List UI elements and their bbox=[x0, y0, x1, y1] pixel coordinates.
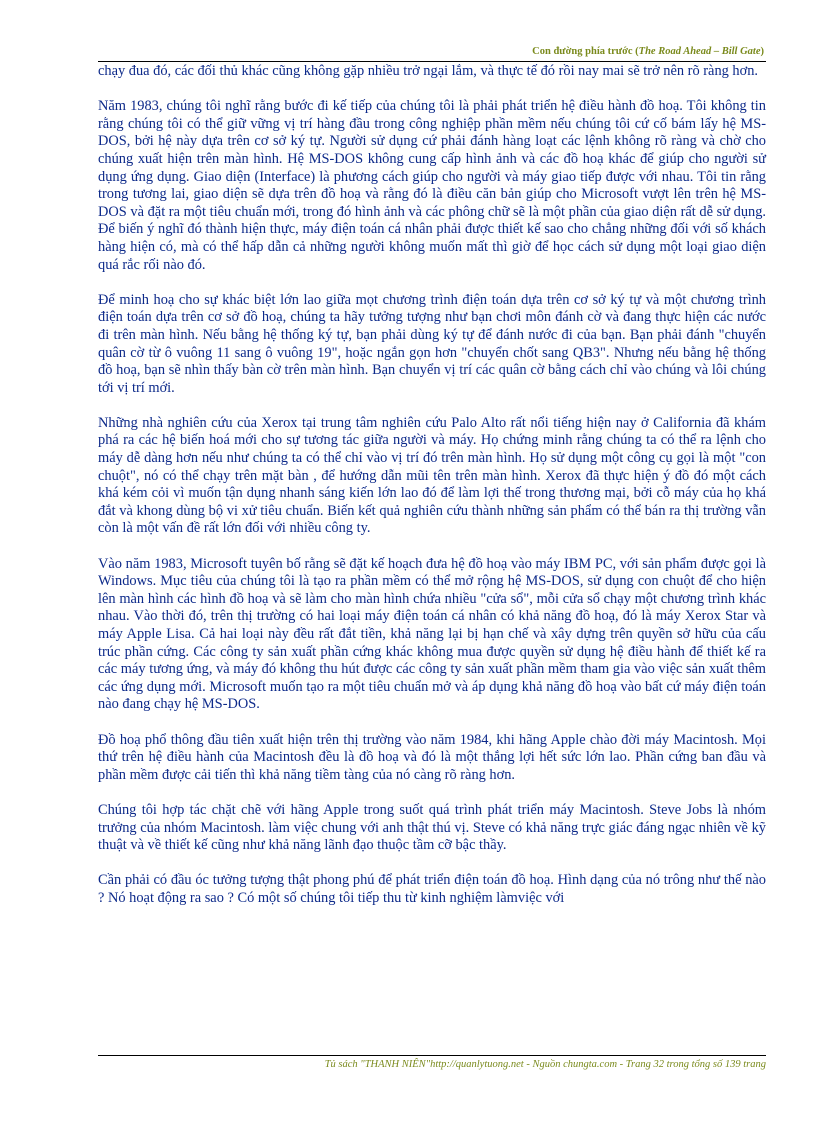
paragraph: Đồ hoạ phổ thông đầu tiên xuất hiện trên thị trường vào năm 1984, khi hãng Apple chào đời máy Macintosh. Mọi thứ trên hệ điều hành của Macintosh đều là đồ hoạ và đó là một thắng lợi hết sức lớn lao. Phần cứng ban đầu và phần mềm được cải tiến thì khả năng tiềm tàng của nó càng rõ ràng hơn. bbox=[98, 731, 766, 783]
header-title-vi: Con đường phía trước ( bbox=[532, 46, 639, 57]
paragraph: Chúng tôi hợp tác chặt chẽ với hãng Apple trong suốt quá trình phát triển máy Macintosh. Steve Jobs là nhóm trưởng của nhóm Macintosh. làm việc chung với anh thật thú vị. Steve có khả năng trực giác đáng ngạc nhiên về kỹ thuật và về thiết kế cũng như khả năng lãnh đạo thuộc tầm cỡ bậc thầy. bbox=[98, 801, 766, 854]
header-title-close: ) bbox=[760, 46, 764, 57]
paragraph: Những nhà nghiên cứu của Xerox tại trung tâm nghiên cứu Palo Alto rất nổi tiếng hiện nay ở California đã khám phá ra các hệ biến hoá mới cho sự tương tác giữa người và máy. Họ chứng minh rằng chúng ta có thể ra lệnh cho máy dễ dàng hơn nếu như chúng ta có thể chỉ vào vị trí đó trên màn hình. Họ sử dụng một công cụ gọi là một "con chuột", nó có thể chạy trên mặt bàn , để hướng dẫn mũi tên trên màn hình. Xerox đã thực hiện ý đồ đó một cách khá kém cỏi vì muốn tận dụng nhanh sáng kiến lớn lao đó để làm lợi thế trong thương mại, bởi cỗ máy của họ khá đắt và khong dùng bộ vi xử tiêu chuẩn. Biến kết quả nghiên cứu thành những sản phẩm có thể bán ra thị trường vẫn còn là một vấn đề rất lớn đối với nhiều công ty. bbox=[98, 414, 766, 537]
paragraph: Để minh hoạ cho sự khác biệt lớn lao giữa mọt chương trình điện toán dựa trên cơ sở ký tự và một chương trình điện toán dựa trên cơ sở đồ hoạ, chúng ta hãy tưởng tượng như bạn chơi môn đánh cờ và đang thực hiện các nước đi trên màn hình. Nếu bằng hệ thống ký tự, bạn phải dùng ký tự để đánh nước đi của bạn. Bạn phải đánh "chuyển quân cờ từ ô vuông 11 sang ô vuông 19", hoặc ngắn gọn hơn "chuyển chốt sang QB3". Nhưng nếu bằng hệ thống đồ hoạ, bạn sẽ nhìn thấy bàn cờ trên màn hình. Bạn chuyển vị trí các quân cờ bằng cách chỉ vào chúng và lôi chúng tới vị trí mới. bbox=[98, 291, 766, 396]
footer-rule bbox=[98, 1055, 766, 1056]
paragraph: chạy đua đó, các đối thủ khác cũng không gặp nhiều trở ngại lắm, và thực tế đó rồi nay mai sẽ trở nên rõ ràng hơn. bbox=[98, 63, 759, 79]
paragraph: Vào năm 1983, Microsoft tuyên bố rằng sẽ đặt kế hoạch đưa hệ đồ hoạ vào máy IBM PC, với sản phẩm được gọi là Windows. Mục tiêu của chúng tôi là tạo ra phần mềm có thể mở rộng hệ MS-DOS, sử dụng con chuột để cho hiện lên màn hình các hình đồ hoạ và sẽ làm cho màn hình chứa nhiều "cửa sổ", mỗi cửa sổ chạy một chương trình khác nhau. Vào thời đó, trên thị trường có hai loại máy điện toán cá nhân có khả năng đồ hoạ, đó là máy Xerox Star và máy Apple Lisa. Cả hai loại này đều rất đắt tiền, khả năng lại bị hạn chế và xây dựng trên quyền sở hữu của cấu trúc phần cứng. Các công ty sản xuất phần cứng khác không mua được quyền sử dụng hệ điều hành để thiết kế ra các máy tương ứng, và máy đó không thu hút được các công ty sản xuất phần mềm tham gia vào việc sản xuất thêm các ứng dụng mới. Microsoft muốn tạo ra một tiêu chuẩn mở và áp dụng khả năng đồ hoạ vào bất cứ máy điện toán nào đang chạy hệ MS-DOS. bbox=[98, 555, 766, 713]
running-footer: Tủ sách "THANH NIÊN"http://quanlytuong.net - Nguồn chungta.com - Trang 32 trong tổng số 139 trang bbox=[324, 1059, 766, 1070]
header-rule bbox=[98, 61, 766, 62]
header-title-en: The Road Ahead – Bill Gate bbox=[638, 46, 761, 57]
paragraph: Năm 1983, chúng tôi nghĩ rằng bước đi kế tiếp của chúng tôi là phải phát triển hệ điều hành đồ hoạ. Tôi không tin rằng chúng tôi có thể giữ vững vị trí hàng đầu trong công nghiệp phần mềm nếu chúng tôi cứ cố bám lấy hệ MS-DOS, bởi hệ này dựa trên cơ sở ký tự. Người sử dụng cứ phải đánh hàng loạt các lệnh không rõ ràng và chờ cho chúng xuất hiện trên màn hình. Hệ MS-DOS không cung cấp hình ảnh và các đồ hoạ khác để giúp cho người sử dụng ứng dụng. Giao diện (Interface) là phương cách giúp cho người và máy giao tiếp được với nhau. Tôi tin rằng trong tương lai, giao diện sẽ dựa trên đồ hoạ và rằng đó là điều căn bản giúp cho Microsoft vượt lên trên hệ MS-DOS và đặt ra một tiêu chuẩn mới, trong đó hình ảnh và các phông chữ sẽ là một phần của giao diện rất dễ sử dụng. Để biến ý nghĩ đó thành hiện thực, máy điện toán cá nhân phải được thiết kế sao cho chẳng những đối với số khách hàng hiện có, mà có thể hấp dẫn cả những người không muốn mất thì giờ để học cách sử dụng một loại giao diện quá rắc rối nào đó. bbox=[98, 98, 766, 273]
body-text bbox=[98, 63, 766, 925]
running-header bbox=[98, 45, 764, 59]
paragraph: Cần phải có đầu óc tưởng tượng thật phong phú để phát triển điện toán đồ hoạ. Hình dạng của nó trông như thế nào ? Nó hoạt động ra sao ? Có một số chúng tôi tiếp thu từ kinh nghiệm làmviệc với bbox=[98, 872, 766, 906]
